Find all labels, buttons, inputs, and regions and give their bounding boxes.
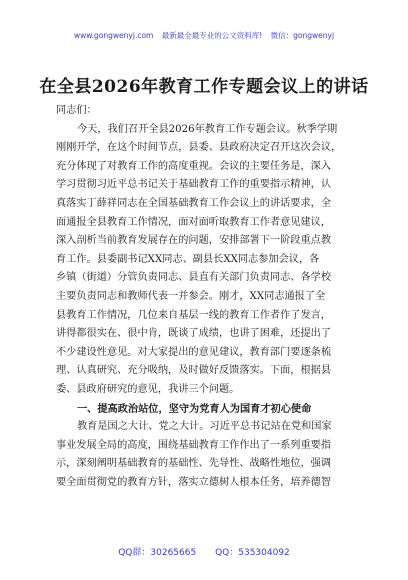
- text-line: 教育是国之大计、党之大计。习近平总书记站在党和国家: [77, 421, 332, 433]
- text-line: 乡镇（街道）分管负责同志、县直有关部门负责同志、各学校: [56, 272, 332, 284]
- text-line: 真落实丁薛祥同志在全国基础教育工作会议上的讲话要求，全: [56, 197, 332, 209]
- text-line: 要全面贯彻党的教育方针，落实立德树人根本任务，培养德智: [56, 476, 332, 488]
- text-line: 充分体现了对教育工作的高度重视。会议的主要任务是，深入: [56, 160, 332, 172]
- text-line: 不少建设性意见。对大家提出的意见建议，教育部门要逐条梳: [56, 346, 332, 358]
- text-line: 委、县政府研究的意见，我讲三个问题。: [56, 383, 240, 395]
- text-line: 主要负责同志和教师代表一并参会。刚才，XX同志通报了全: [56, 290, 326, 302]
- text-line: 学习贯彻习近平总书记关于基础教育工作的重要指示精神，认: [56, 179, 332, 191]
- text-line: 刚刚开学，在这个时间节点，县委、县政府决定召开这次会议，: [56, 142, 342, 154]
- site-link[interactable]: www.gongwenyj.com: [73, 31, 154, 40]
- section-heading: 一、提高政治站位，坚守为党育人为国育才初心使命: [77, 402, 312, 415]
- text-line: 理、认真研究、充分吸纳，及时做好反馈落实。下面，根据县: [56, 365, 332, 377]
- text-line: 深入剖析当前教育发展存在的问题，安排部署下一阶段重点教: [56, 235, 332, 247]
- text-line: 事业发展全局的高度，围绕基础教育工作作出了一系列重要指: [56, 439, 332, 451]
- wechat-id: 微信：gongwenyj: [270, 31, 335, 40]
- text-line: 面通报全县教育工作情况，面对面听取教育工作者意见建议，: [56, 216, 332, 228]
- qq-group: QQ群：30265665: [118, 548, 197, 558]
- text-line: 讲得都很实在、很中肯，既谈了成绩，也讲了困难，还提出了: [56, 328, 332, 340]
- text-line: 育工作。县委副书记XX同志、副县长XX同志参加会议，各: [56, 253, 320, 265]
- qq-contact: QQ：535304092: [215, 548, 290, 558]
- text-line: 示，深刻阐明基础教育的基础性、先导性、战略性地位，强调: [56, 458, 332, 470]
- site-slogan: 最新最全最专业的公文资料库!: [161, 31, 263, 40]
- text-line: 今天，我们召开全县2026年教育工作专题会议。秋季学期: [77, 123, 338, 135]
- page-footer: [0, 545, 408, 558]
- text-line: 同志们：: [56, 105, 97, 116]
- text-line: 县教育工作情况，几位来自基层一线的教育工作者作了发言，: [56, 309, 332, 321]
- document-title: 在全县2026年教育工作专题会议上的讲话: [39, 77, 369, 97]
- document-body: [56, 102, 356, 492]
- page-header: [0, 30, 408, 41]
